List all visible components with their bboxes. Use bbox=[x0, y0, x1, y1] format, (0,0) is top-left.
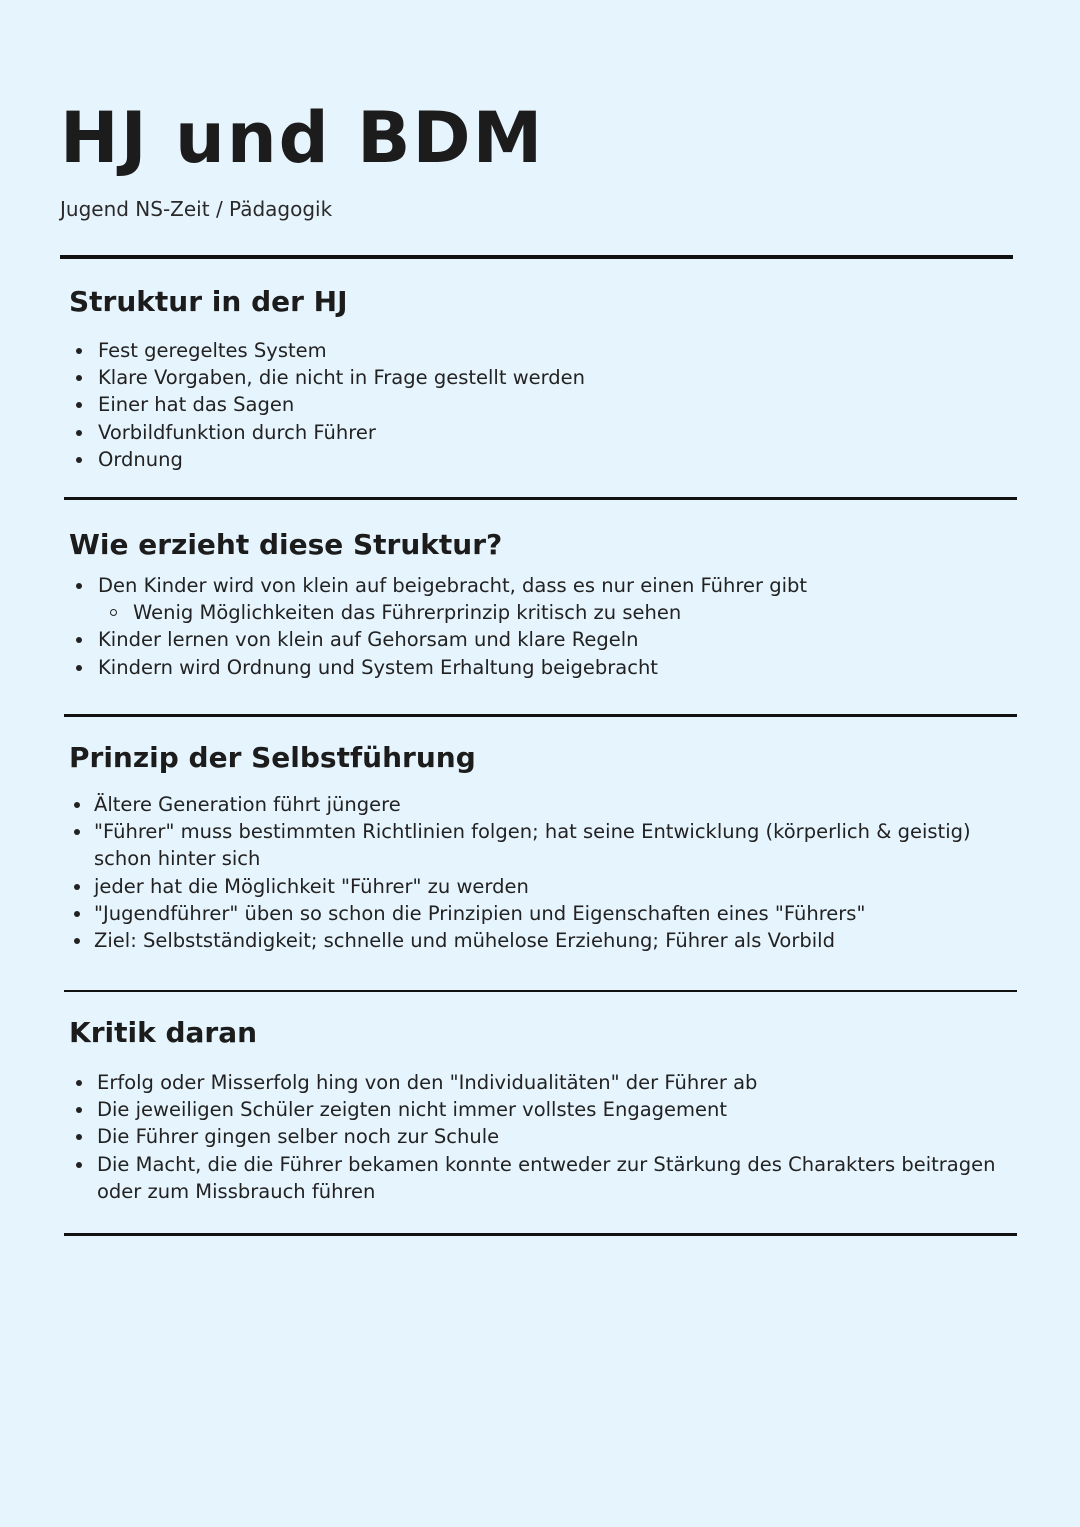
bullet-item: Kindern wird Ordnung und System Erhaltung beigebracht bbox=[70, 654, 1030, 681]
page-subtitle: Jugend NS-Zeit / Pädagogik bbox=[60, 197, 333, 221]
bullet-item: Vorbildfunktion durch Führer bbox=[70, 419, 1030, 446]
bullet-item: Fest geregeltes System bbox=[70, 337, 1030, 364]
section-list-struktur bbox=[70, 337, 1030, 473]
bullet-item: "Jugendführer" üben so schon die Prinzipien und Eigenschaften eines "Führers" bbox=[70, 900, 1030, 927]
section-heading-erziehung: Wie erzieht diese Struktur? bbox=[69, 528, 503, 561]
page-title: HJ und BDM bbox=[60, 97, 545, 179]
section-divider bbox=[64, 1233, 1017, 1236]
section-list-erziehung bbox=[70, 572, 1030, 681]
bullet-item: Die jeweiligen Schüler zeigten nicht immer vollstes Engagement bbox=[70, 1096, 1030, 1123]
bullet-item: Ziel: Selbstständigkeit; schnelle und mühelose Erziehung; Führer als Vorbild bbox=[70, 927, 1030, 954]
section-heading-struktur: Struktur in der HJ bbox=[69, 285, 348, 318]
bullet-item: Die Führer gingen selber noch zur Schule bbox=[70, 1123, 1030, 1150]
section-divider bbox=[64, 714, 1017, 717]
bullet-item: Den Kinder wird von klein auf beigebracht, dass es nur einen Führer gibt bbox=[70, 572, 1030, 599]
sub-bullet-item: Wenig Möglichkeiten das Führerprinzip kritisch zu sehen bbox=[70, 599, 1030, 626]
bullet-item: jeder hat die Möglichkeit "Führer" zu werden bbox=[70, 873, 1030, 900]
bullet-item: Kinder lernen von klein auf Gehorsam und klare Regeln bbox=[70, 626, 1030, 653]
section-heading-selbstfuehrung: Prinzip der Selbstführung bbox=[69, 741, 476, 774]
bullet-item: Die Macht, die die Führer bekamen konnte entweder zur Stärkung des Charakters beitragen oder zum Missbrauch führen bbox=[70, 1151, 1030, 1205]
bullet-item: Ordnung bbox=[70, 446, 1030, 473]
section-divider bbox=[64, 497, 1017, 500]
bullet-item: Klare Vorgaben, die nicht in Frage gestellt werden bbox=[70, 364, 1030, 391]
section-heading-kritik: Kritik daran bbox=[69, 1016, 258, 1049]
section-list-selbstfuehrung bbox=[70, 791, 1030, 954]
bullet-item: Erfolg oder Misserfolg hing von den "Individualitäten" der Führer ab bbox=[70, 1069, 1030, 1096]
section-divider bbox=[64, 990, 1017, 992]
bullet-item: "Führer" muss bestimmten Richtlinien folgen; hat seine Entwicklung (körperlich & geistig) schon hinter sich bbox=[70, 818, 1030, 872]
section-list-kritik bbox=[70, 1069, 1030, 1205]
bullet-item: Einer hat das Sagen bbox=[70, 391, 1030, 418]
title-divider bbox=[60, 255, 1013, 259]
bullet-item: Ältere Generation führt jüngere bbox=[70, 791, 1030, 818]
